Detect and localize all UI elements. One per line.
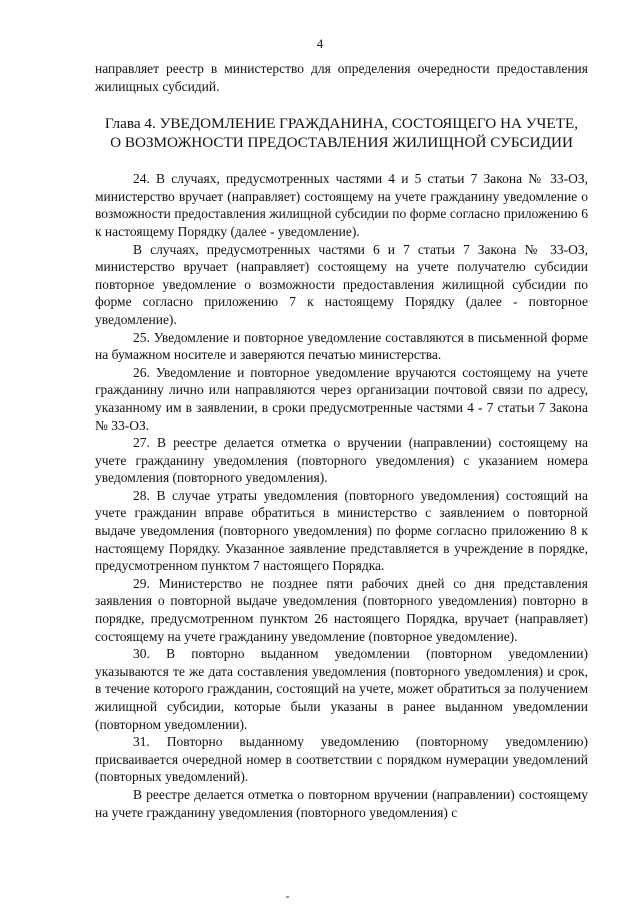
paragraph-26: 26. Уведомление и повторное уведомление вручаются состоящему на учете гражданину лично или направляются через организации почтовой связи по адресу, указанному им в заявлении, в сроки предусмотренные частями 4 - 7 статьи 7 Закона № 33-ОЗ. (95, 364, 588, 433)
chapter-heading (95, 114, 588, 152)
scan-mark (286, 896, 289, 898)
paragraph-25: 25. Уведомление и повторное уведомление составляются в письменной форме на бумажном носителе и заверяются печатью министерства. (95, 329, 588, 363)
paragraph-27: 27. В реестре делается отметка о вручении (направлении) состоящему на учете гражданину уведомления (повторного уведомления) с указанием номера уведомления (повторного уведомления). (95, 435, 588, 486)
paragraph-24: 24. В случаях, предусмотренных частями 4 и 5 статьи 7 Закона № 33-ОЗ, министерство вручает (направляет) состоящему на учете гражданину уведомление о возможности предоставления жилищной субсидии по форме согласно приложению 6 к настоящему Порядку (далее - уведомление). (95, 171, 588, 239)
paragraph-31-second: В реестре делается отметка о повторном вручении (направлении) состоящему на учете гражданину уведомления (повторного уведомления) с (95, 786, 588, 820)
chapter-heading-line-1: Глава 4. УВЕДОМЛЕНИЕ ГРАЖДАНИНА, СОСТОЯЩЕГО НА УЧЕТЕ, (104, 115, 579, 133)
paragraph-28: 28. В случае утраты уведомления (повторного уведомления) состоящий на учете гражданин вправе обратиться в министерство с заявлением о повторной выдаче уведомления (повторного уведомления) по форме согласно приложению 8 к настоящему Порядку. Указанное заявление представляется в учреждение в порядке, предусмотренном пунктом 7 настоящего Порядка. (95, 487, 588, 574)
paragraph-31: 31. Повторно выданному уведомлению (повторному уведомлению) присваивается очередной номер в соответствии с порядком нумерации уведомлений (повторных уведомлений). (95, 734, 588, 785)
paragraph-30: 30. В повторно выданном уведомлении (повторном уведомлении) указываются те же дата составления уведомления (повторного уведомления) и срок, в течение которого гражданин, состоящий на учете, может обратиться за получением жилищной субсидии, которые были указаны в ранее выданном уведомлении (повторном уведомлении). (95, 646, 588, 732)
chapter-heading-line-2: О ВОЗМОЖНОСТИ ПРЕДОСТАВЛЕНИЯ ЖИЛИЩНОЙ СУБСИДИИ (110, 134, 573, 152)
page-number: 4 (316, 36, 324, 51)
intro-paragraph: направляет реестр в министерство для определения очередности предоставления жилищных субсидий. (95, 61, 588, 94)
paragraph-24-second: В случаях, предусмотренных частями 6 и 7 статьи 7 Закона № 33-ОЗ, министерство вручает (направляет) состоящему на учете получателю субсидии повторное уведомление о возможности предоставления жилищной субсидии по форме согласно приложению 7 к настоящему Порядку (далее - повторное уведомление). (95, 241, 588, 327)
paragraph-29: 29. Министерство не позднее пяти рабочих дней со дня представления заявления о повторной выдаче уведомления (повторного уведомления) повторно в порядке, предусмотренном пунктом 26 настоящего Порядка, вручает (направляет) состоящему на учете гражданину уведомление (повторное уведомление). (95, 575, 588, 644)
document-body (95, 60, 588, 821)
